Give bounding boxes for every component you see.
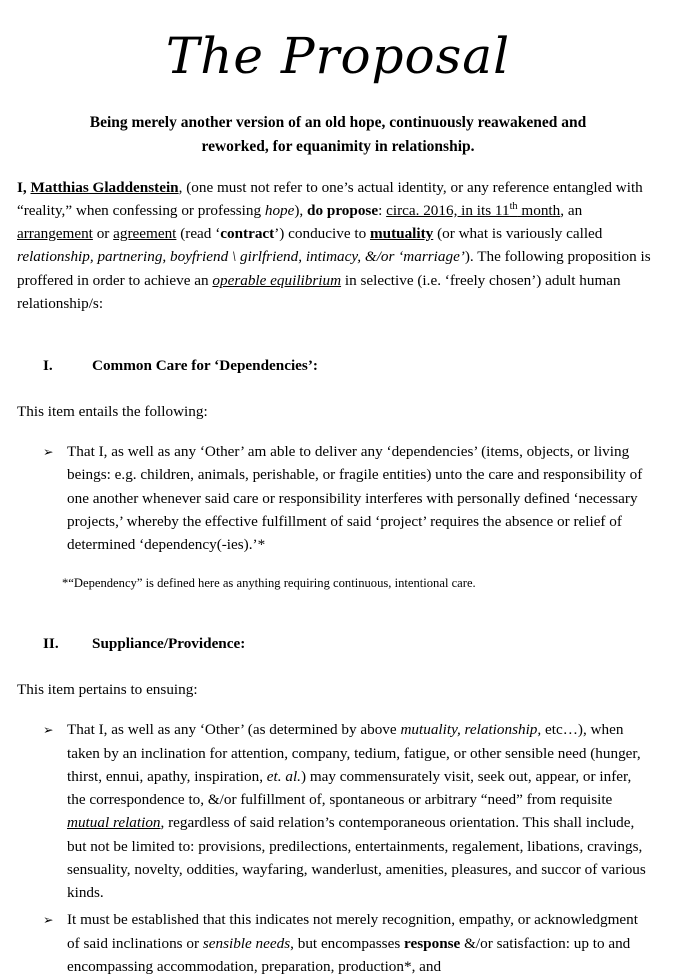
- list-item-text-part-2: , but encompasses: [290, 934, 405, 952]
- alternate-terms: relationship, partnering, boyfriend \ girlfriend, intimacy, &/or ‘marriage’: [17, 248, 465, 266]
- arrowhead-bullet-icon: ➢: [43, 912, 54, 928]
- signer-prefix: I,: [17, 178, 27, 196]
- date-clause-end: month: [517, 201, 561, 219]
- list-item: [43, 718, 654, 904]
- date-ordinal-suffix: th: [509, 200, 518, 212]
- section-numeral-2: II.: [43, 635, 59, 653]
- term-agreement: agreement: [113, 225, 177, 243]
- section-numeral-1: I.: [43, 357, 53, 375]
- arrowhead-bullet-icon: ➢: [43, 722, 54, 738]
- document-body: [0, 176, 676, 978]
- list-item-text-part-1: That I, as well as any ‘Other’ (as determined by above: [67, 721, 401, 739]
- opening-text-2: ),: [294, 201, 308, 219]
- section-bullet-list-2: [17, 718, 654, 978]
- term-operable-equilibrium: operable equilibrium: [212, 271, 342, 289]
- do-propose: do propose: [307, 201, 379, 219]
- document-subtitle: Being merely another version of an old hope, continuously reawakened and reworked, for equanimity in relationship.: [89, 113, 587, 155]
- date-clause: [386, 202, 560, 219]
- opening-text-5: or: [92, 225, 114, 243]
- list-item-text-part-3: &/or satisfaction: up to and encompassing accommodation, preparation, production*, and: [67, 934, 631, 975]
- bold-response: response: [404, 934, 461, 952]
- signer-name: Matthias Gladdenstein: [30, 178, 179, 196]
- section-intro-2: This item pertains to ensuing:: [17, 681, 198, 699]
- opening-text-8: (or what is variously called: [433, 225, 603, 243]
- document-title: The Proposal: [165, 27, 511, 85]
- term-mutual-relation: mutual relation: [67, 814, 161, 832]
- section-title-2: Suppliance/Providence:: [92, 635, 246, 653]
- opening-text-3: :: [378, 201, 387, 219]
- opening-paragraph: [17, 176, 654, 316]
- list-item-text-part-3: ) may commensurately visit, seek out, appear, or infer, the correspondence to, &/or fulfillment of, spontaneous or arbitrary “need” from requisite: [67, 767, 632, 809]
- term-mutuality: mutuality: [369, 225, 434, 243]
- section-bullet-list-1: [17, 440, 654, 556]
- list-item: [43, 440, 654, 556]
- opening-text-1: , (one must not refer to one’s actual identity, or any reference entangled with “reality,” when confessing or professing: [17, 178, 643, 219]
- arrowhead-bullet-icon: ➢: [43, 444, 54, 460]
- list-item-text-part-1: It must be established that this indicates not merely recognition, empathy, or acknowledgment of said inclinations or: [67, 911, 638, 952]
- list-item-text: That I, as well as any ‘Other’ am able to deliver any ‘dependencies’ (items, objects, or living beings: e.g. children, animals, perishable, or fragile entities) unto the care and responsibility of one another whenever said care or responsibility interferes with personally defined ‘necessary projects,’ whereby the effective fulfillment of said ‘project’ requires the absence or relief of determined ‘dependency(-ies).’*: [67, 443, 643, 554]
- term-contract: contract: [220, 225, 275, 243]
- list-item-text-part-2: etc…), when taken by an inclination for attention, company, tedium, fatigue, or other sensible need (hunger, thirst, ennui, apathy, inspiration,: [67, 721, 641, 785]
- section-heading-1: [17, 355, 654, 378]
- opening-text-6: (read ‘: [176, 225, 221, 243]
- date-clause-start: circa. 2016, in its 11: [386, 201, 510, 219]
- section-intro-1: This item entails the following:: [17, 402, 208, 420]
- opening-text-7: ’) conducive to: [274, 225, 370, 243]
- footnote-dependency: *“Dependency” is defined here as anything requiring continuous, intentional care.: [62, 576, 476, 591]
- emphasis-hope: hope: [264, 201, 295, 219]
- section-title-1: Common Care for ‘Dependencies’:: [92, 357, 318, 375]
- opening-text-9: ). The following proposition is proffered in order to achieve an: [17, 248, 651, 289]
- term-arrangement: arrangement: [17, 225, 93, 243]
- italic-et-al: et. al.: [266, 767, 301, 785]
- italic-mutuality-relationship: mutuality, relationship,: [400, 721, 542, 739]
- opening-text-10: in selective (i.e. ‘freely chosen’) adult human relationship/s:: [17, 271, 621, 312]
- list-item-text-part-4: , regardless of said relation’s contemporaneous orientation. This shall include, but not be limited to: provisions, predilections, entertainments, regalement, libations, cravings, sensuality, novelty, oddities, wayfaring, wanderlust, amenities, pleasures, and succor of various kinds.: [67, 814, 646, 902]
- opening-text-4: , an: [560, 201, 583, 219]
- italic-sensible-needs: sensible needs: [202, 934, 291, 952]
- list-item: [43, 908, 654, 978]
- section-heading-2: [17, 633, 654, 656]
